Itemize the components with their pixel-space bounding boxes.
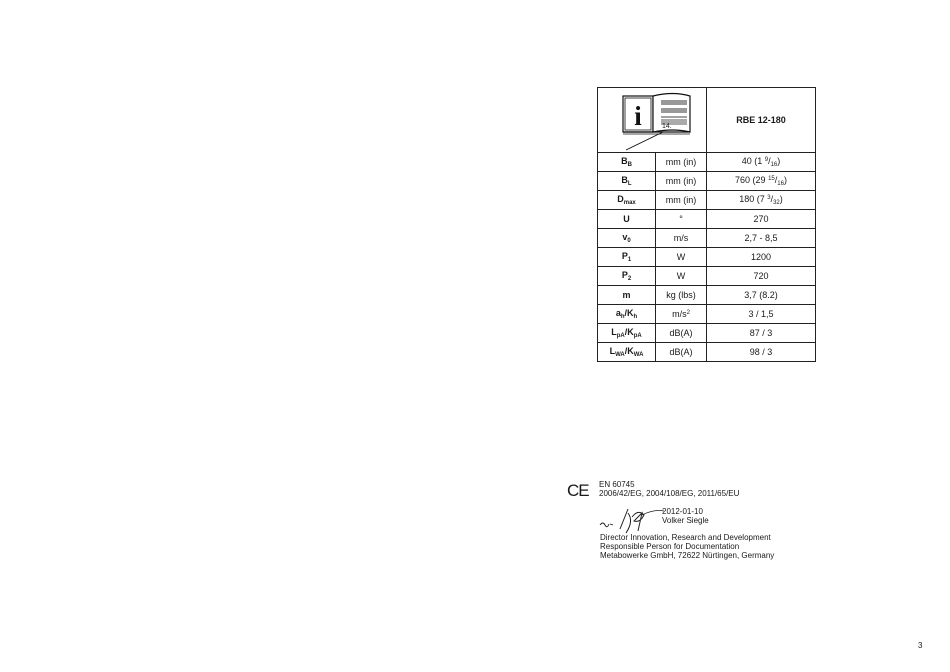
signer-info bbox=[600, 533, 774, 560]
table-row bbox=[598, 153, 816, 172]
standard-reference: EN 60745 bbox=[599, 480, 635, 489]
manual-page-reference: 14. bbox=[662, 123, 672, 130]
spec-unit: mm (in) bbox=[656, 191, 707, 210]
spec-unit: mm (in) bbox=[656, 153, 707, 172]
spec-symbol: $a_h/K_h$ bbox=[598, 305, 656, 324]
table-row bbox=[598, 229, 816, 248]
spec-symbol: $L_{pA}/K_{pA}$ bbox=[598, 324, 656, 343]
table-row bbox=[598, 172, 816, 191]
table-row bbox=[598, 305, 816, 324]
conformity-declaration bbox=[599, 480, 739, 498]
table-row bbox=[598, 324, 816, 343]
spec-unit: m/s bbox=[656, 229, 707, 248]
table-row bbox=[598, 343, 816, 362]
svg-text:i: i bbox=[634, 101, 642, 131]
table-row bbox=[598, 286, 816, 305]
spec-symbol: $D_{max}$ bbox=[598, 191, 656, 210]
spec-symbol: $L_{WA}/K_{WA}$ bbox=[598, 343, 656, 362]
spec-unit: ° bbox=[656, 210, 707, 229]
table-row bbox=[598, 191, 816, 210]
spec-unit: dB(A) bbox=[656, 343, 707, 362]
signer-role: Responsible Person for Documentation bbox=[600, 542, 740, 551]
spec-symbol: U bbox=[598, 210, 656, 229]
spec-value: 3 / 1,5 bbox=[707, 305, 816, 324]
spec-unit: $m/s^2$ bbox=[656, 305, 707, 324]
spec-symbol: $B_L$ bbox=[598, 172, 656, 191]
spec-table bbox=[597, 87, 816, 362]
signature-date: 2012-01-10 bbox=[662, 507, 703, 516]
spec-value: 40 (1 $^9/_{16}$) bbox=[707, 153, 816, 172]
ce-mark-logo: CE bbox=[567, 481, 589, 500]
manual-reference-cell bbox=[598, 88, 707, 153]
table-row bbox=[598, 267, 816, 286]
spec-value: 720 bbox=[707, 267, 816, 286]
spec-symbol: $B_B$ bbox=[598, 153, 656, 172]
signature-details bbox=[662, 507, 709, 525]
spec-symbol: $P_1$ bbox=[598, 248, 656, 267]
table-row bbox=[598, 210, 816, 229]
spec-value: 270 bbox=[707, 210, 816, 229]
spec-value: 180 (7 $^3/_{32}$) bbox=[707, 191, 816, 210]
table-row bbox=[598, 248, 816, 267]
spec-unit: W bbox=[656, 267, 707, 286]
spec-value: 760 (29 $^{15}/_{16}$) bbox=[707, 172, 816, 191]
spec-value: 1200 bbox=[707, 248, 816, 267]
signer-title: Director Innovation, Research and Development bbox=[600, 533, 771, 542]
spec-value: 2,7 - 8,5 bbox=[707, 229, 816, 248]
spec-unit: kg (lbs) bbox=[656, 286, 707, 305]
spec-unit: W bbox=[656, 248, 707, 267]
signer-name: Volker Siegle bbox=[662, 516, 709, 525]
spec-value: 3,7 (8.2) bbox=[707, 286, 816, 305]
page-number: 3 bbox=[918, 641, 923, 650]
handwritten-signature bbox=[598, 507, 668, 535]
spec-unit: dB(A) bbox=[656, 324, 707, 343]
spec-symbol: m bbox=[598, 286, 656, 305]
spec-table-header-row bbox=[598, 88, 816, 153]
spec-unit: mm (in) bbox=[656, 172, 707, 191]
info-manual-icon bbox=[598, 88, 705, 152]
spec-value: 87 / 3 bbox=[707, 324, 816, 343]
company-address: Metabowerke GmbH, 72622 Nürtingen, Germany bbox=[600, 551, 775, 560]
directives-reference: 2006/42/EG, 2004/108/EG, 2011/65/EU bbox=[599, 489, 740, 498]
model-name: RBE 12-180 bbox=[707, 88, 816, 153]
spec-symbol: $v_0$ bbox=[598, 229, 656, 248]
spec-symbol: $P_2$ bbox=[598, 267, 656, 286]
spec-value: 98 / 3 bbox=[707, 343, 816, 362]
